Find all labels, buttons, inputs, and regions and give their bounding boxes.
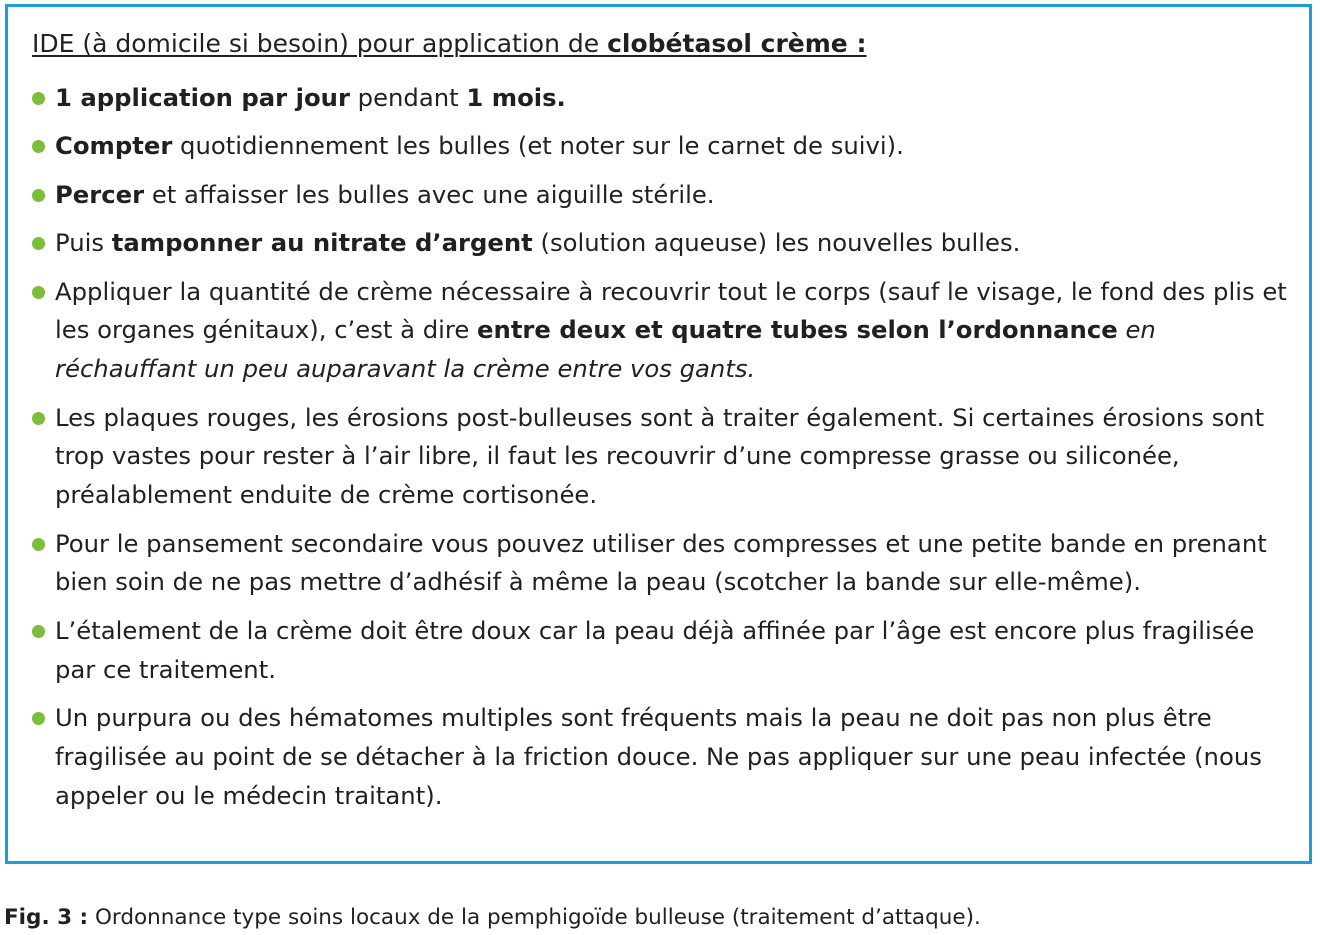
heading-drug: clobétasol crème :: [607, 29, 867, 58]
list-item: [32, 612, 1297, 690]
item-text: pendant: [349, 83, 467, 112]
bullet-icon: [32, 412, 45, 425]
bullet-icon: [32, 538, 45, 551]
item-text: et affaisser les bulles avec une aiguille stérile.: [144, 179, 715, 209]
bullet-icon: [32, 237, 45, 250]
care-instructions-list: [32, 79, 1297, 825]
item-italic: en réchauffant un peu auparavant la crème entre vos gants.: [55, 315, 1156, 384]
item-text: quotidiennement les bulles (et noter sur le carnet de suivi).: [172, 131, 904, 161]
bullet-icon: [32, 286, 45, 299]
item-text: Les plaques rouges, les érosions post-bulleuses sont à traiter également. Si certaines érosions sont trop vastes pour rester à l’air libre, il faut les recouvrir d’une compresse grasse ou siliconée, préalablement enduite de crème cortisonée.: [55, 402, 1265, 510]
list-item: [32, 399, 1297, 515]
item-strong: 1 mois.: [466, 83, 566, 112]
bullet-icon: [32, 189, 45, 202]
prescription-box: [5, 4, 1312, 864]
figure-caption: [4, 904, 981, 932]
item-strong: 1 application par jour: [55, 83, 350, 112]
item-strong: tamponner au nitrate d’argent: [111, 228, 533, 258]
figure-caption-text: Ordonnance type soins locaux de la pemphigoïde bulleuse (traitement d’attaque).: [88, 905, 981, 930]
heading-prefix: IDE (à domicile si besoin) pour application de: [32, 29, 608, 58]
list-item: [32, 127, 1297, 166]
prescription-heading: [32, 29, 866, 59]
list-item: [32, 699, 1297, 815]
bullet-icon: [32, 712, 45, 725]
item-text: Pour le pansement secondaire vous pouvez utiliser des compresses et une petite bande en prenant bien soin de ne pas mettre d’adhésif à même la peau (scotcher la bande sur elle-même).: [55, 528, 1267, 597]
figure-label: Fig. 3 :: [4, 905, 89, 930]
list-item: [32, 224, 1297, 263]
item-strong: Percer: [55, 179, 145, 209]
item-text: Un purpura ou des hématomes multiples sont fréquents mais la peau ne doit pas non plus être fragilisée au point de se détacher à la friction douce. Ne pas appliquer sur une peau infectée (nous appeler ou le médecin traitant).: [55, 702, 1262, 810]
list-item: [32, 273, 1297, 389]
list-item: [32, 525, 1297, 603]
item-text: Appliquer la quantité de crème nécessaire à recouvrir tout le corps (sauf le visage, le fond des plis et les organes génitaux), c’est à dire: [55, 276, 1287, 345]
item-text: (solution aqueuse) les nouvelles bulles.: [532, 228, 1021, 258]
item-strong: Compter: [55, 131, 173, 161]
list-item: [32, 176, 1297, 215]
item-text: L’étalement de la crème doit être doux car la peau déjà affinée par l’âge est encore plus fragilisée par ce traitement.: [55, 615, 1255, 684]
bullet-icon: [32, 140, 45, 153]
list-item: [32, 79, 1297, 118]
bullet-icon: [32, 625, 45, 638]
item-text: Puis: [55, 228, 112, 258]
bullet-icon: [32, 92, 45, 105]
item-strong: entre deux et quatre tubes selon l’ordonnance: [477, 315, 1118, 345]
